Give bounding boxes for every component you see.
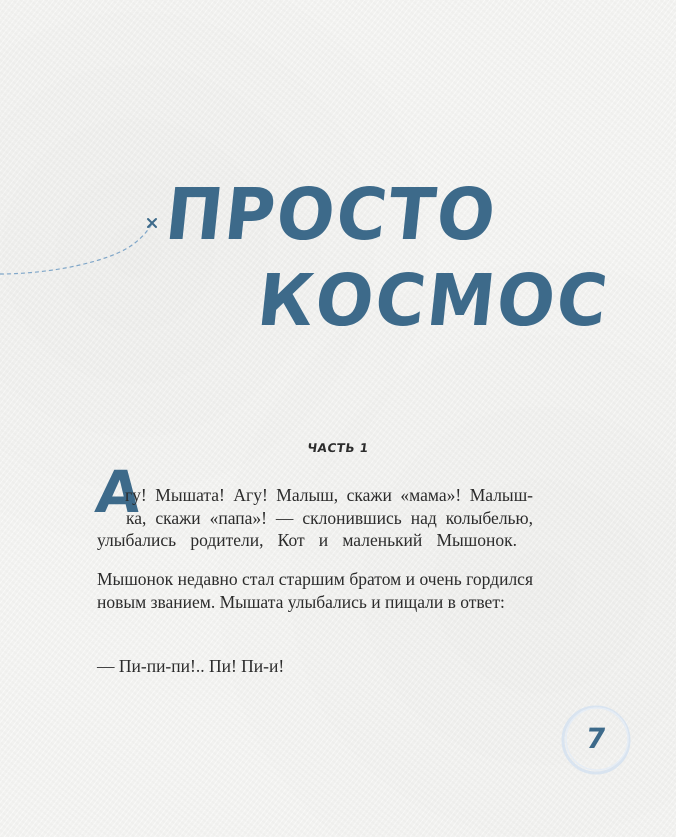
part-label: ЧАСТЬ 1 [306, 441, 370, 455]
paragraph-1-line-3: улыбались родители, Кот и маленький Мышонок. [97, 530, 517, 550]
paragraph-3-dialogue: — Пи-пи-пи!.. Пи! Пи-и! [97, 656, 285, 676]
star-cross-icon [148, 219, 156, 227]
page-number: 7 [583, 722, 609, 755]
chapter-title-line-1: ПРОСТО [161, 174, 502, 257]
dashed-trail-decoration [0, 200, 170, 280]
chapter-title-line-2: КОСМОС [253, 260, 614, 343]
paragraph-1-line-1: гу! Мышата! Агу! Малыш, скажи «мама»! Малыш- [125, 485, 533, 505]
drop-cap: А [92, 458, 145, 526]
paragraph-2: Мышонок недавно стал старшим братом и очень гордился новым званием. Мышата улыбались и пищали в ответ: [97, 569, 533, 612]
paragraph-1-line-2: ка, скажи «папа»! — склонившись над колыбелью, [126, 508, 533, 528]
